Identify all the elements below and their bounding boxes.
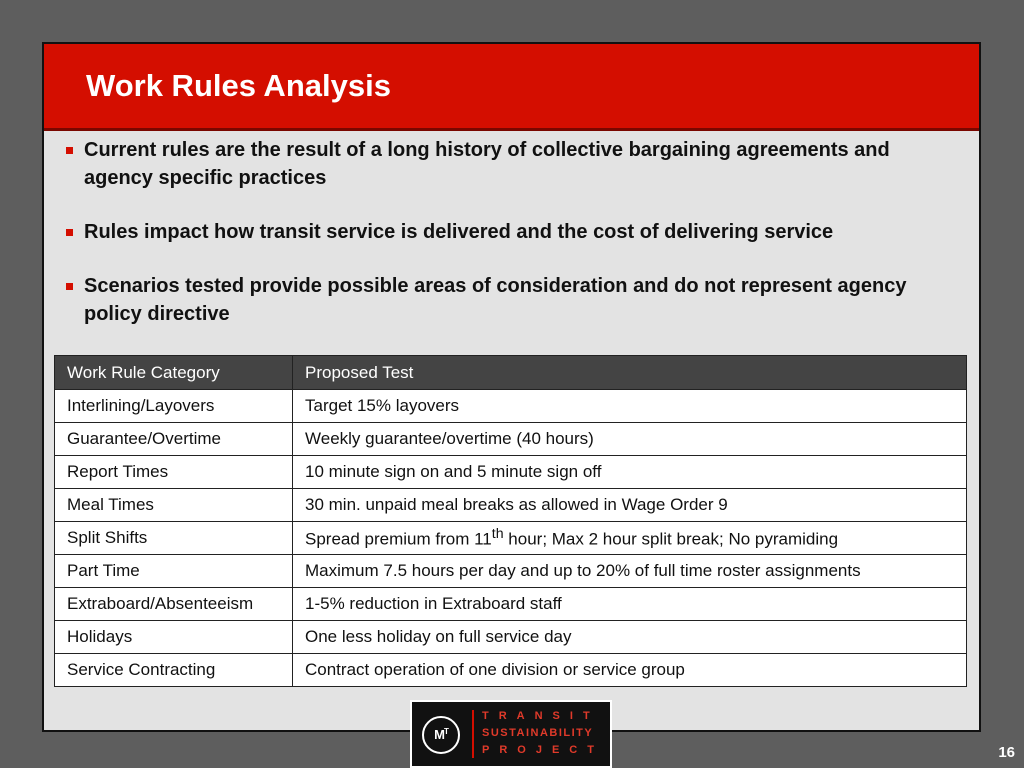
category-cell: Meal Times — [55, 489, 293, 522]
proposed-test-cell: Weekly guarantee/overtime (40 hours) — [293, 423, 967, 456]
bullet-list — [64, 136, 964, 354]
bullet-item — [64, 136, 964, 192]
logo-text-line-2: SUSTAINABILITY — [482, 727, 594, 739]
table-row — [55, 555, 967, 588]
split-shift-text-before: Spread premium from 11 — [305, 529, 492, 549]
bullet-item — [64, 218, 964, 246]
category-cell: Holidays — [55, 621, 293, 654]
title-bar — [44, 44, 979, 131]
proposed-test-cell — [293, 522, 967, 555]
page-number: 16 — [998, 744, 1015, 761]
proposed-test-cell: Target 15% layovers — [293, 390, 967, 423]
square-bullet-icon — [66, 283, 73, 290]
category-cell: Part Time — [55, 555, 293, 588]
bullet-text: Current rules are the result of a long history of collective bargaining agreements and agency specific practices — [84, 139, 890, 189]
proposed-test-cell: 1-5% reduction in Extraboard staff — [293, 588, 967, 621]
slide-panel — [42, 42, 981, 732]
slide-title: Work Rules Analysis — [86, 68, 391, 103]
proposed-test-cell: One less holiday on full service day — [293, 621, 967, 654]
category-cell: Extraboard/Absenteeism — [55, 588, 293, 621]
proposed-test-cell: 30 min. unpaid meal breaks as allowed in Wage Order 9 — [293, 489, 967, 522]
proposed-test-cell: 10 minute sign on and 5 minute sign off — [293, 456, 967, 489]
table-row — [55, 621, 967, 654]
logo-mark-text — [424, 727, 458, 742]
logo-text-line-3: PROJECT — [482, 744, 604, 756]
bullet-text: Scenarios tested provide possible areas of consideration and do not represent agency policy directive — [84, 275, 907, 325]
transit-sustainability-project-logo — [410, 700, 612, 768]
proposed-test-cell: Contract operation of one division or service group — [293, 654, 967, 687]
table-row — [55, 390, 967, 423]
table-row — [55, 489, 967, 522]
table-row — [55, 588, 967, 621]
table-header-row — [55, 356, 967, 390]
category-cell: Interlining/Layovers — [55, 390, 293, 423]
bullet-text: Rules impact how transit service is delivered and the cost of delivering service — [84, 221, 834, 243]
logo-mark-letter: M — [434, 727, 444, 742]
proposed-test-cell: Maximum 7.5 hours per day and up to 20% of full time roster assignments — [293, 555, 967, 588]
table-row — [55, 654, 967, 687]
logo-text-line-1: TRANSIT — [482, 710, 600, 722]
ordinal-superscript: th — [491, 526, 504, 543]
logo-mark-subletter: T — [443, 727, 448, 736]
work-rules-table — [54, 355, 967, 687]
split-shift-text-after: hour; Max 2 hour split break; No pyramiding — [503, 529, 839, 549]
table-row — [55, 423, 967, 456]
category-cell: Split Shifts — [55, 522, 293, 555]
table-row — [55, 456, 967, 489]
category-cell: Report Times — [55, 456, 293, 489]
square-bullet-icon — [66, 147, 73, 154]
category-cell: Guarantee/Overtime — [55, 423, 293, 456]
table-row — [55, 522, 967, 555]
logo-divider — [472, 710, 474, 758]
mt-logo-icon — [422, 716, 460, 754]
column-header-category: Work Rule Category — [55, 356, 293, 390]
bullet-item — [64, 272, 964, 328]
square-bullet-icon — [66, 229, 73, 236]
column-header-proposed-test: Proposed Test — [293, 356, 967, 390]
category-cell: Service Contracting — [55, 654, 293, 687]
